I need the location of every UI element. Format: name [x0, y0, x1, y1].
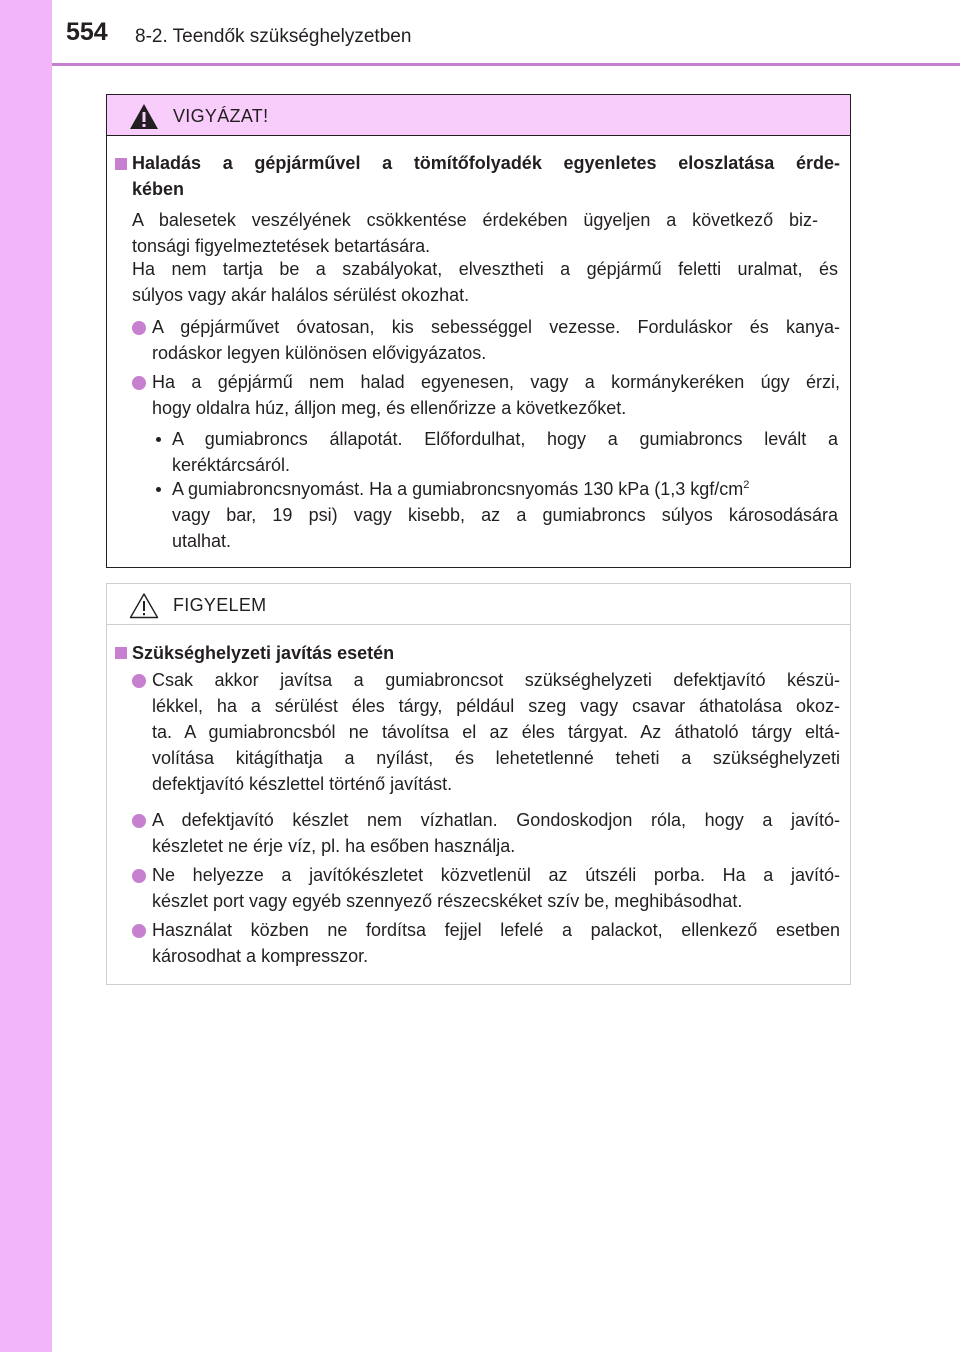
notice-item-line: Ne helyezze a javítókészletet közvetlenül az útszéli porba. Ha a javító- — [152, 865, 840, 885]
notice-item-line: ta. A gumiabroncsból ne távolítsa el az éles tárgyat. Az áthatoló tárgy eltá- — [152, 722, 840, 742]
bullet-dot-icon — [132, 376, 146, 390]
caution-intro-line: tonsági figyelmeztetések betartására. — [132, 236, 431, 256]
notice-item-line: Használat közben ne fordítsa fejjel lefelé a palackot, ellenkező esetben — [152, 920, 840, 940]
caution-header — [107, 95, 850, 136]
caution-item-line: Ha a gépjármű nem halad egyenesen, vagy a kormánykeréken úgy érzi, — [152, 372, 840, 392]
notice-item-line: defektjavító készlettel történő javítást. — [152, 774, 453, 794]
warning-triangle-icon — [129, 103, 159, 130]
notice-title: FIGYELEM — [173, 595, 267, 615]
section-square-icon — [115, 158, 127, 170]
bullet-dot-icon — [132, 814, 146, 828]
caution-title: VIGYÁZAT! — [173, 106, 269, 126]
bullet-dot-icon — [132, 674, 146, 688]
notice-item-line: A defektjavító készlet nem vízhatlan. Gondoskodjon róla, hogy a javító- — [152, 810, 840, 830]
section-square-icon — [115, 647, 127, 659]
caution-subitem-line: A gumiabroncsnyomást. Ha a gumiabroncsnyomás 130 kPa (1,3 kgf/$cm^2$ — [172, 479, 750, 499]
caution-intro-line: Ha nem tartja be a szabályokat, elvesztheti a gépjármű feletti uralmat, és — [132, 259, 838, 279]
caution-item-line: rodáskor legyen különösen elővigyázatos. — [152, 343, 487, 363]
caution-body — [107, 136, 850, 567]
caution-item-line: A gépjárművet óvatosan, kis sebességgel vezesse. Forduláskor és kanya- — [152, 317, 840, 337]
caution-subitem-line: vagy bar, 19 psi) vagy kisebb, az a gumiabroncs súlyos károsodására — [172, 505, 838, 525]
notice-header — [107, 584, 850, 625]
section-title: 8-2. Teendők szükséghelyzetben — [135, 26, 412, 47]
caution-subitem-line: utalhat. — [172, 531, 232, 551]
notice-box — [106, 583, 851, 985]
sub-bullet-icon — [156, 437, 161, 442]
caution-subitem-line: A gumiabroncs állapotát. Előfordulhat, hogy a gumiabroncs levált a — [172, 429, 838, 449]
notice-heading: Szükséghelyzeti javítás esetén — [132, 643, 395, 663]
header-rule — [52, 63, 960, 66]
caution-item-line: hogy oldalra húz, álljon meg, és ellenőrizze a következőket. — [152, 398, 627, 418]
caution-heading-line: Haladás a gépjárművel a tömítőfolyadék egyenletes eloszlatása érde- — [132, 153, 840, 173]
notice-item-line: Csak akkor javítsa a gumiabroncsot szükséghelyzeti defektjavító készü- — [152, 670, 840, 690]
notice-body — [107, 625, 850, 984]
side-tab-bar — [0, 0, 52, 1352]
page-number: 554 — [66, 18, 108, 46]
caution-intro-line: súlyos vagy akár halálos sérülést okozhat. — [132, 285, 470, 305]
caution-intro-line: A balesetek veszélyének csökkentése érdekében ügyeljen a következő biz- — [132, 210, 818, 230]
bullet-dot-icon — [132, 924, 146, 938]
notice-item-line: lékkel, ha a sérülést éles tárgy, például szeg vagy csavar áthatolása okoz- — [152, 696, 840, 716]
sub-bullet-icon — [156, 487, 161, 492]
notice-item-line: készlet port vagy egyéb szennyező részecskéket szív be, meghibásodhat. — [152, 891, 743, 911]
caution-heading-line: kében — [132, 179, 185, 199]
bullet-dot-icon — [132, 321, 146, 335]
caution-subitem-line: keréktárcsáról. — [172, 455, 291, 475]
notice-item-line: károsodhat a kompresszor. — [152, 946, 369, 966]
notice-item-line: volítása kitágíthatja a nyílást, és lehetetlenné teheti a szükséghelyzeti — [152, 748, 840, 768]
caution-box — [106, 94, 851, 568]
warning-triangle-outline-icon — [129, 592, 159, 619]
notice-item-line: készletet ne érje víz, pl. ha esőben használja. — [152, 836, 516, 856]
bullet-dot-icon — [132, 869, 146, 883]
